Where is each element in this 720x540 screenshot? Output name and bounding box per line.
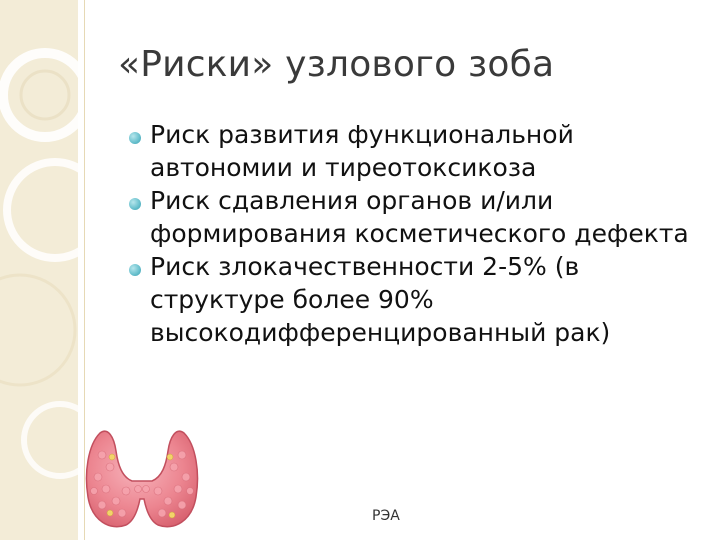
decorative-circles: [0, 0, 78, 540]
bullet-text: Риск злокачественности 2-5% (в структуре более 90% высокодифференцированный рак): [150, 252, 611, 347]
bullet-text: Риск развития функциональной автономии и тиреотоксикоза: [150, 120, 574, 182]
bullet-item: [128, 118, 698, 184]
thyroid-illustration: [82, 425, 202, 537]
footer-label: РЭА: [372, 508, 400, 524]
bullet-text: Риск сдавления органов и/или формирования косметического дефекта: [150, 186, 689, 248]
bullet-item: [128, 184, 698, 250]
slide-title: «Риски» узлового зоба: [118, 44, 555, 85]
bullet-dot-icon: [129, 132, 141, 144]
bullet-dot-icon: [129, 264, 141, 276]
bullet-dot-icon: [129, 198, 141, 210]
bullet-list: [128, 118, 698, 349]
decorative-side-band: [0, 0, 78, 540]
bullet-item: [128, 250, 698, 349]
